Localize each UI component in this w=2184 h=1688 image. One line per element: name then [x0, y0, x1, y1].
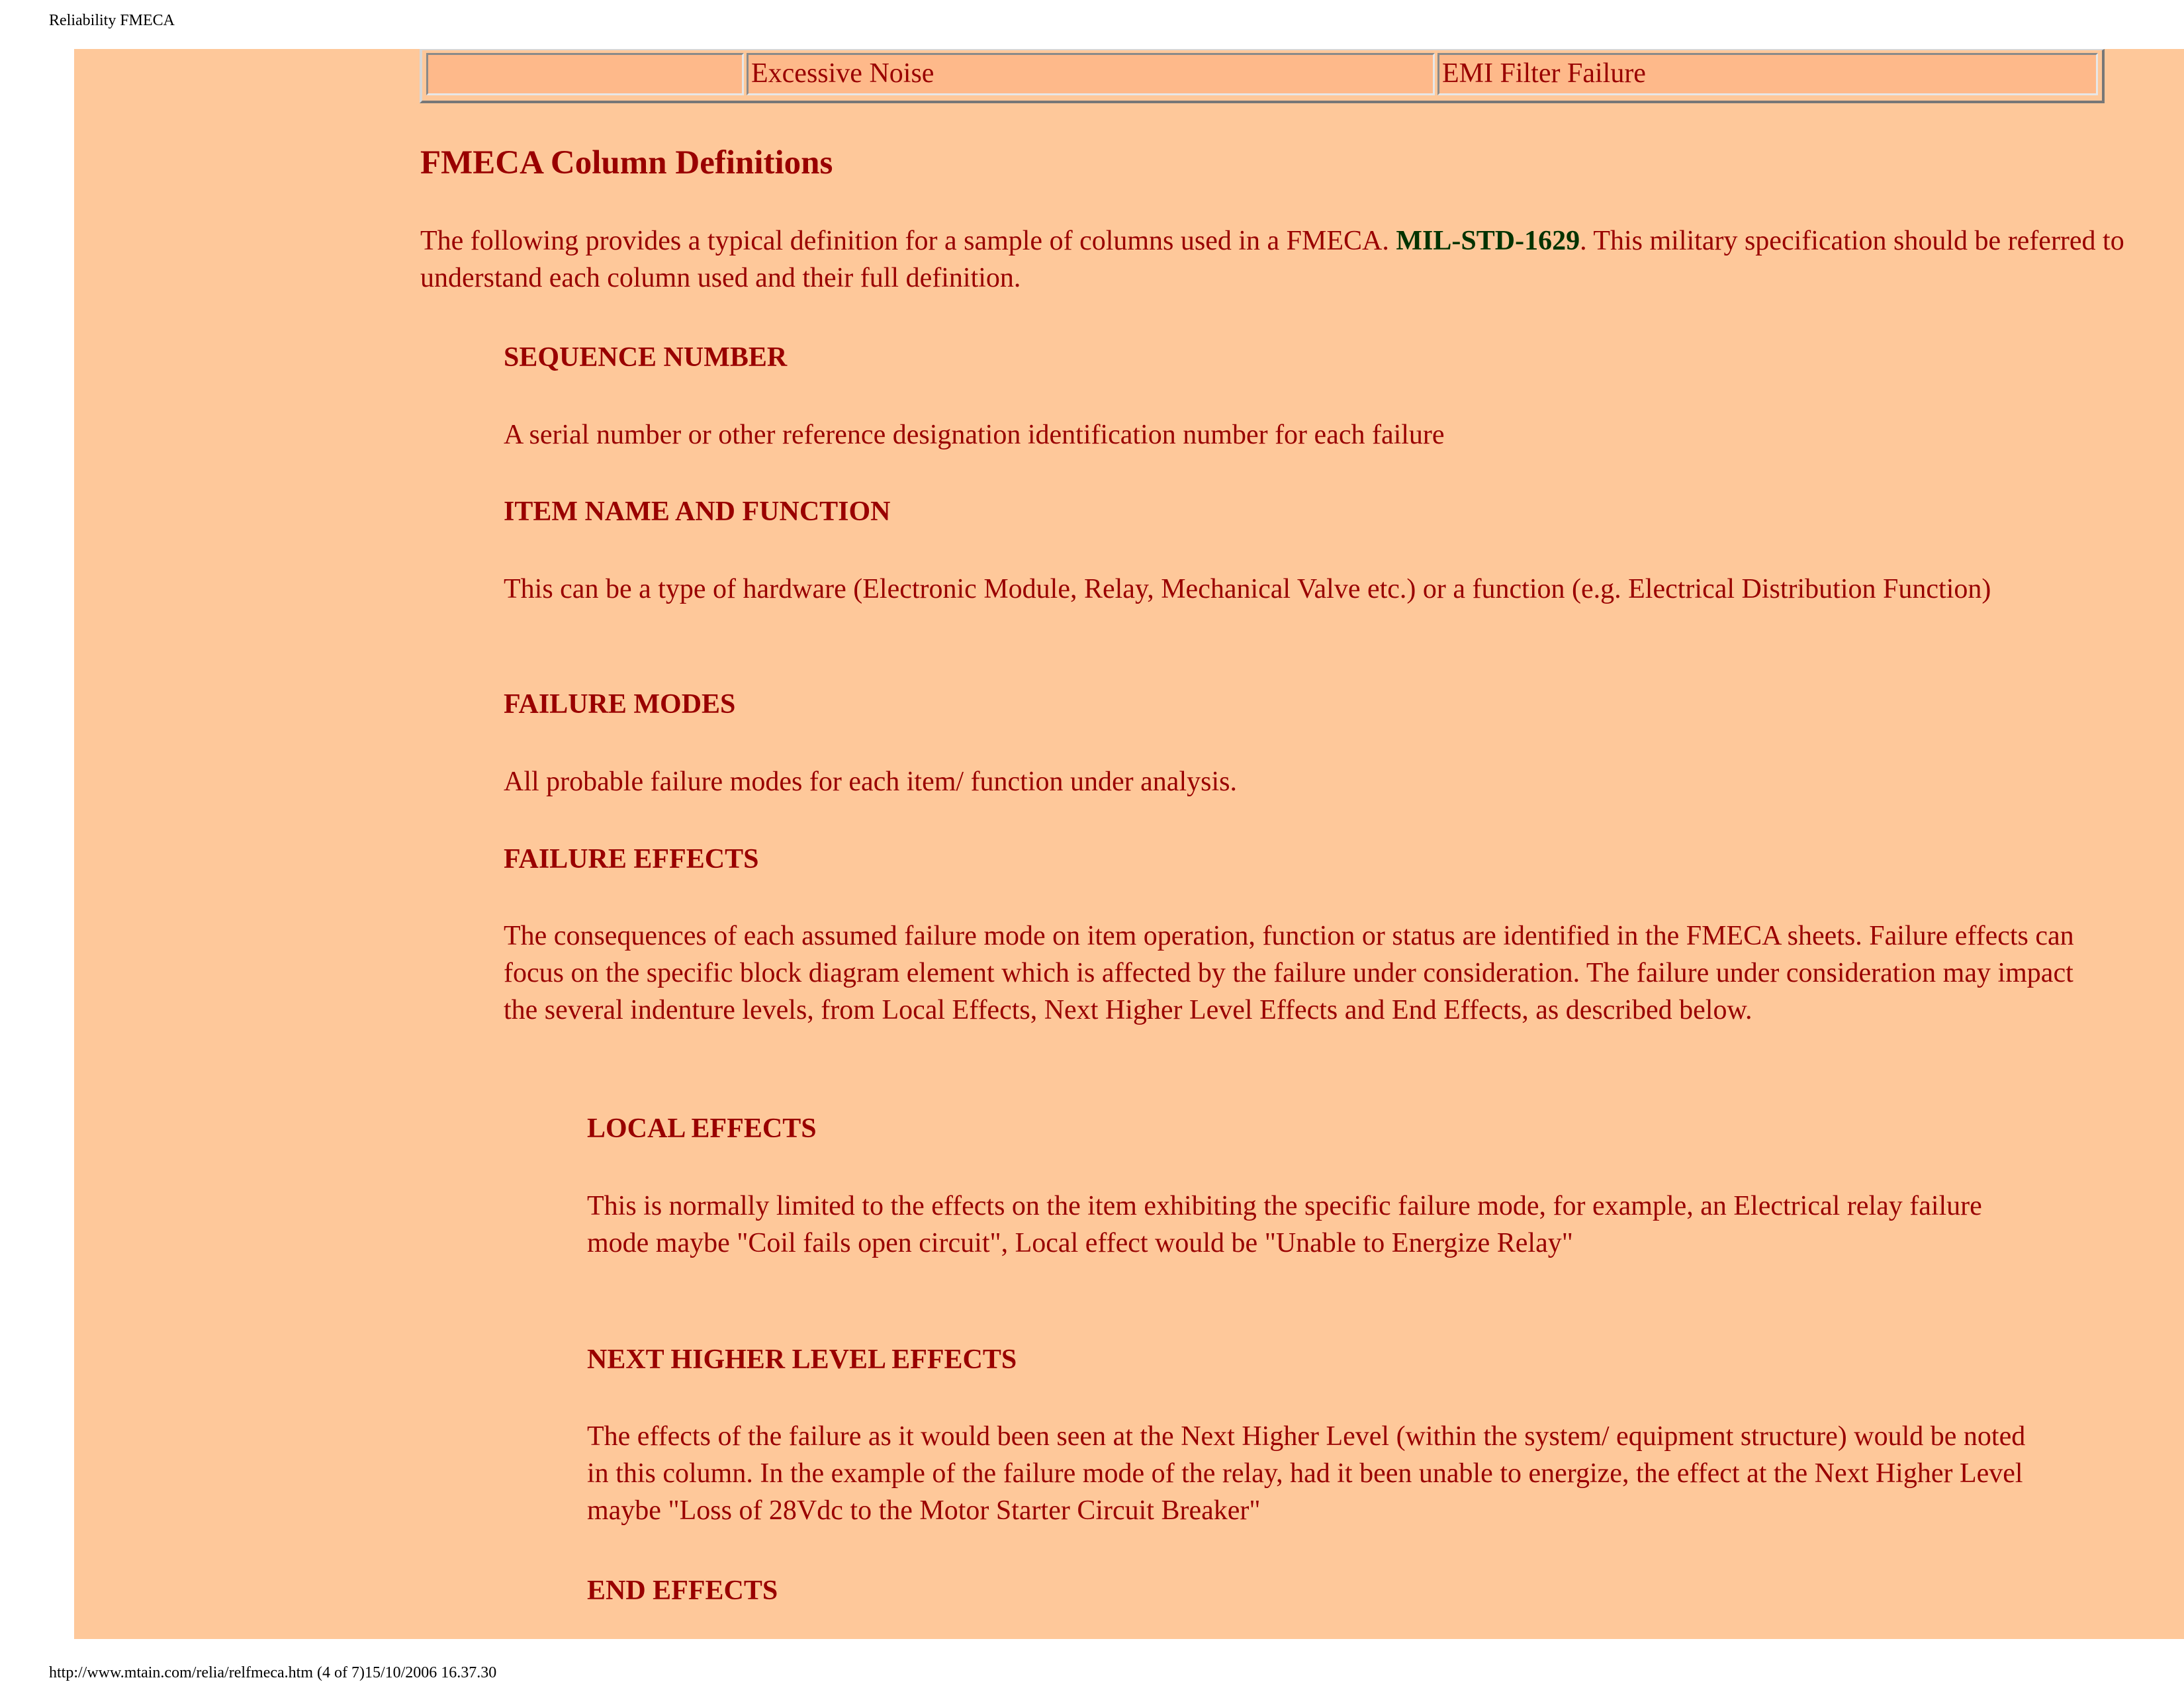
page-footer-url: http://www.mtain.com/relia/relfmeca.htm (4 of 7)15/10/2006 16.37.30	[49, 1664, 497, 1681]
intro-text-before: The following provides a typical definition for a sample of columns used in a FMECA.	[420, 226, 1396, 256]
page-header-title: Reliability FMECA	[49, 12, 175, 29]
def-heading-local-effects: LOCAL EFFECTS	[587, 1113, 817, 1144]
table-cell-failure-mode: Excessive Noise	[747, 53, 1435, 95]
def-text-item-name: This can be a type of hardware (Electronic Module, Relay, Mechanical Valve etc.) or a function (e.g. Electrical Distribution Function)	[504, 574, 1991, 604]
def-heading-sequence-number: SEQUENCE NUMBER	[504, 342, 788, 373]
content-panel	[74, 49, 2184, 1639]
def-text-failure-modes: All probable failure modes for each item/ function under analysis.	[504, 767, 1237, 797]
def-heading-next-higher-level-effects: NEXT HIGHER LEVEL EFFECTS	[587, 1344, 1017, 1375]
def-text-failure-effects: The consequences of each assumed failure mode on item operation, function or status are identified in the FMECA sheets. Failure effects can focus on the specific block diagram element which is affected by the failure under consideration. The failure under consideration may impact the several indenture levels, from Local Effects, Next Higher Level Effects and End Effects, as described below.	[504, 921, 2074, 1025]
def-heading-failure-effects: FAILURE EFFECTS	[504, 844, 759, 874]
failure-table-fragment	[420, 49, 2105, 103]
spec-reference: MIL-STD-1629	[1396, 226, 1580, 256]
def-text-next-higher-level-effects: The effects of the failure as it would been seen at the Next Higher Level (within the system/ equipment structure) would be noted in this column. In the example of the failure mode of the relay, had it been unable to energize, the effect at the Next Higher Level maybe "Loss of 28Vdc to the Motor Starter Circuit Breaker"	[587, 1421, 2026, 1526]
def-heading-end-effects: END EFFECTS	[587, 1575, 778, 1606]
def-heading-item-name: ITEM NAME AND FUNCTION	[504, 496, 891, 527]
def-text-sequence-number: A serial number or other reference designation identification number for each failure	[504, 420, 1445, 450]
table-cell-failure-cause: EMI Filter Failure	[1437, 53, 2098, 95]
section-intro	[420, 222, 2167, 297]
intro-text-after: . This military specification should be referred to understand each column used and their full definition.	[420, 226, 2124, 293]
table-cell-empty	[426, 53, 744, 95]
section-title: FMECA Column Definitions	[420, 144, 833, 181]
def-heading-failure-modes: FAILURE MODES	[504, 689, 736, 720]
def-text-local-effects: This is normally limited to the effects on the item exhibiting the specific failure mode, for example, an Electrical relay failure mode maybe "Coil fails open circuit", Local effect would be "Unable to Energize Relay"	[587, 1191, 1982, 1258]
